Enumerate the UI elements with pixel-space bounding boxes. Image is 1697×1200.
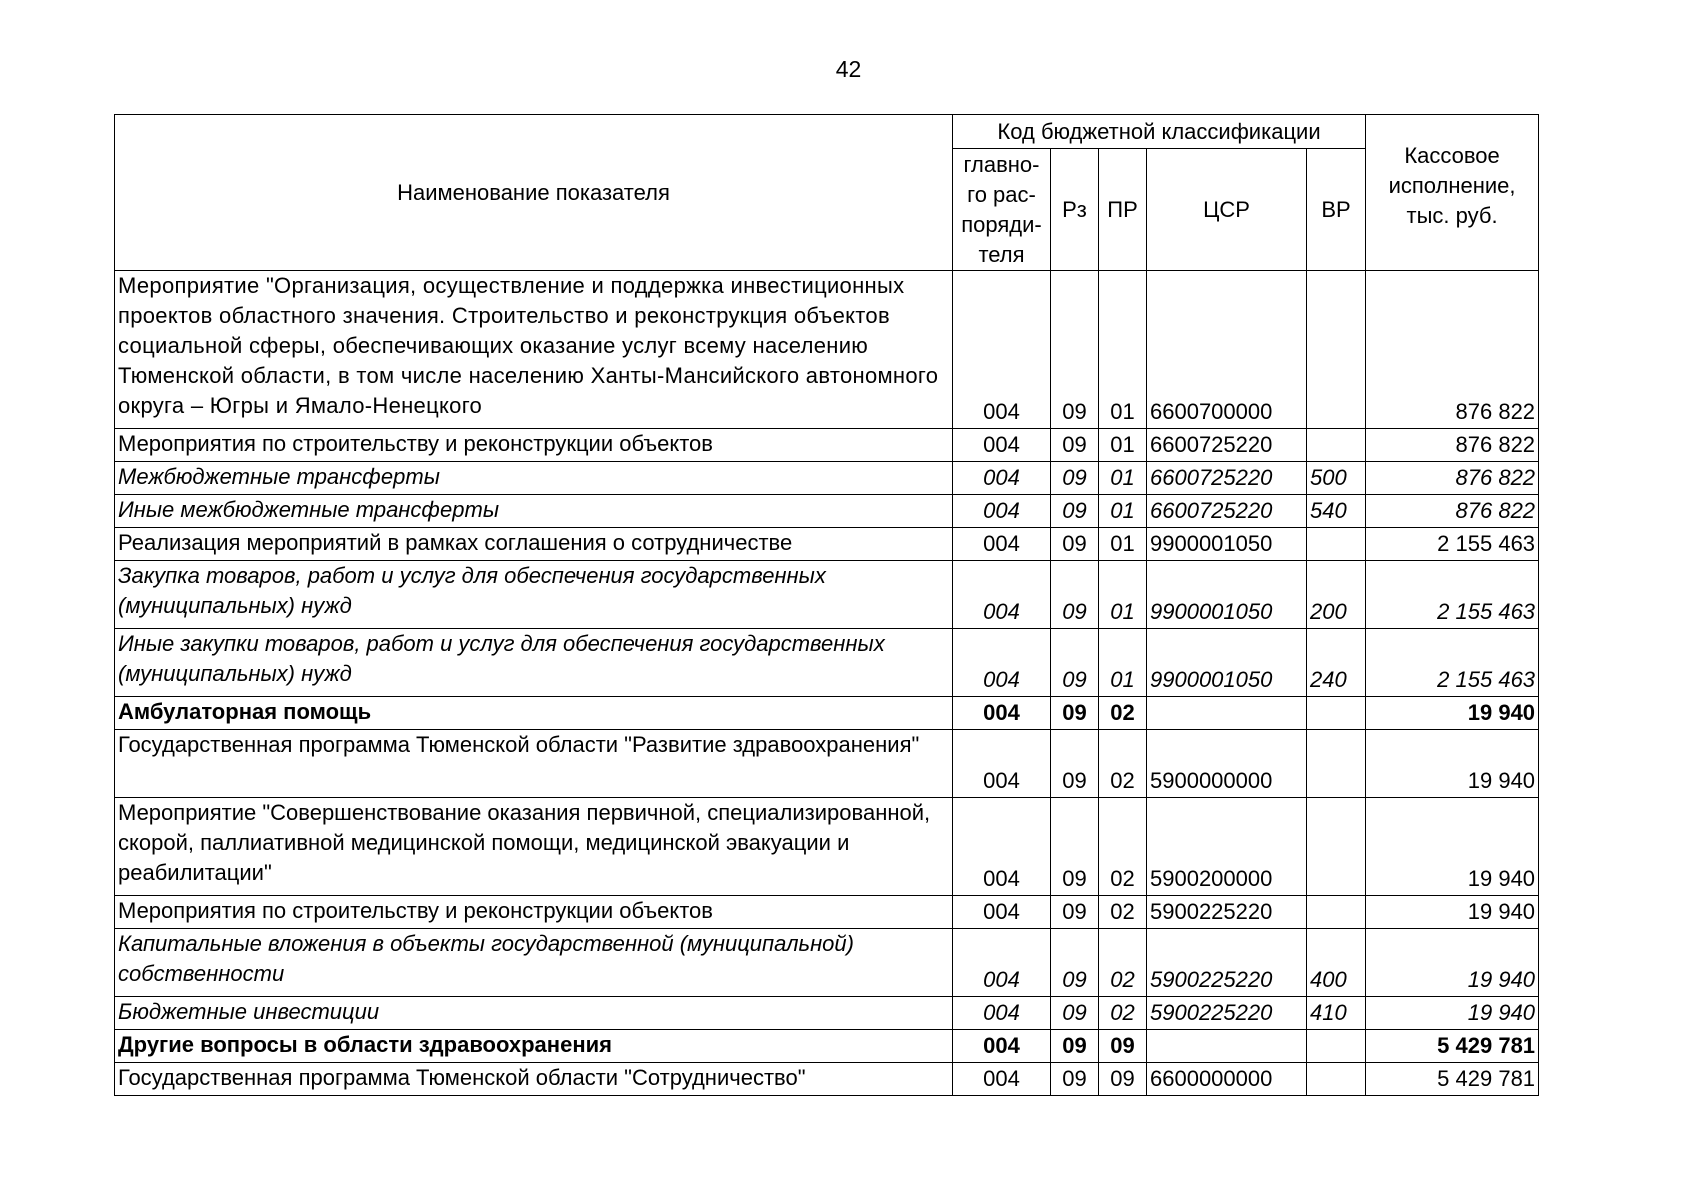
row-amount-cell: 19 940 xyxy=(1366,697,1539,730)
row-vr-cell xyxy=(1307,429,1366,462)
row-rz-cell: 09 xyxy=(1051,929,1099,997)
row-vr-cell: 200 xyxy=(1307,561,1366,629)
row-name-cell: Капитальные вложения в объекты государственной (муниципальной) собственности xyxy=(115,929,953,997)
row-manager-code-cell: 004 xyxy=(953,1030,1051,1063)
row-rz-cell: 09 xyxy=(1051,997,1099,1030)
row-rz-cell: 09 xyxy=(1051,629,1099,697)
row-manager-code-cell: 004 xyxy=(953,271,1051,429)
row-pr-cell: 02 xyxy=(1099,896,1147,929)
row-pr-cell: 02 xyxy=(1099,997,1147,1030)
row-manager-code-cell: 004 xyxy=(953,495,1051,528)
row-rz-cell: 09 xyxy=(1051,697,1099,730)
row-rz-cell: 09 xyxy=(1051,528,1099,561)
page-number: 42 xyxy=(835,56,862,82)
table-body xyxy=(115,271,1539,1096)
row-manager-code-cell: 004 xyxy=(953,929,1051,997)
row-csr-cell: 6600700000 xyxy=(1147,271,1307,429)
row-amount-cell: 5 429 781 xyxy=(1366,1030,1539,1063)
row-rz-cell: 09 xyxy=(1051,561,1099,629)
table-row xyxy=(115,1030,1539,1063)
row-rz-cell: 09 xyxy=(1051,896,1099,929)
table-row xyxy=(115,697,1539,730)
row-rz-cell: 09 xyxy=(1051,429,1099,462)
row-vr-cell: 500 xyxy=(1307,462,1366,495)
row-csr-cell: 9900001050 xyxy=(1147,561,1307,629)
row-name-cell: Мероприятия по строительству и реконструкции объектов xyxy=(115,896,953,929)
row-amount-cell: 2 155 463 xyxy=(1366,561,1539,629)
row-amount-cell: 876 822 xyxy=(1366,429,1539,462)
row-amount-cell: 2 155 463 xyxy=(1366,629,1539,697)
row-rz-cell: 09 xyxy=(1051,798,1099,896)
row-name-cell: Мероприятия по строительству и реконструкции объектов xyxy=(115,429,953,462)
row-rz-cell: 09 xyxy=(1051,462,1099,495)
table-row xyxy=(115,798,1539,896)
table-row xyxy=(115,1063,1539,1096)
row-pr-cell: 01 xyxy=(1099,462,1147,495)
row-amount-cell: 19 940 xyxy=(1366,798,1539,896)
row-rz-cell: 09 xyxy=(1051,1030,1099,1063)
row-amount-cell: 876 822 xyxy=(1366,271,1539,429)
table-header xyxy=(115,115,1539,271)
row-name-cell: Другие вопросы в области здравоохранения xyxy=(115,1030,953,1063)
row-csr-cell xyxy=(1147,1030,1307,1063)
row-manager-code-cell: 004 xyxy=(953,697,1051,730)
table-row xyxy=(115,271,1539,429)
row-vr-cell xyxy=(1307,1063,1366,1096)
row-amount-cell: 876 822 xyxy=(1366,495,1539,528)
row-amount-cell: 19 940 xyxy=(1366,929,1539,997)
row-manager-code-cell: 004 xyxy=(953,1063,1051,1096)
table-row xyxy=(115,495,1539,528)
row-amount-cell: 19 940 xyxy=(1366,896,1539,929)
row-amount-cell: 19 940 xyxy=(1366,997,1539,1030)
table-row xyxy=(115,929,1539,997)
row-amount-cell: 2 155 463 xyxy=(1366,528,1539,561)
row-csr-cell: 5900200000 xyxy=(1147,798,1307,896)
table-row xyxy=(115,997,1539,1030)
row-vr-cell xyxy=(1307,896,1366,929)
header-vr: ВР xyxy=(1307,149,1366,271)
row-vr-cell: 410 xyxy=(1307,997,1366,1030)
row-rz-cell: 09 xyxy=(1051,271,1099,429)
row-csr-cell: 5900225220 xyxy=(1147,929,1307,997)
row-name-cell: Иные межбюджетные трансферты xyxy=(115,495,953,528)
row-pr-cell: 09 xyxy=(1099,1063,1147,1096)
row-pr-cell: 01 xyxy=(1099,271,1147,429)
row-name-cell: Закупка товаров, работ и услуг для обеспечения государственных (муниципальных) нужд xyxy=(115,561,953,629)
row-name-cell: Реализация мероприятий в рамках соглашения о сотрудничестве xyxy=(115,528,953,561)
row-pr-cell: 01 xyxy=(1099,429,1147,462)
row-csr-cell xyxy=(1147,697,1307,730)
row-manager-code-cell: 004 xyxy=(953,462,1051,495)
row-csr-cell: 5900000000 xyxy=(1147,730,1307,798)
row-vr-cell: 540 xyxy=(1307,495,1366,528)
row-csr-cell: 6600000000 xyxy=(1147,1063,1307,1096)
row-pr-cell: 02 xyxy=(1099,798,1147,896)
header-csr: ЦСР xyxy=(1147,149,1307,271)
row-amount-cell: 876 822 xyxy=(1366,462,1539,495)
row-amount-cell: 5 429 781 xyxy=(1366,1063,1539,1096)
row-pr-cell: 01 xyxy=(1099,629,1147,697)
row-manager-code-cell: 004 xyxy=(953,429,1051,462)
header-rz: Рз xyxy=(1051,149,1099,271)
row-pr-cell: 01 xyxy=(1099,528,1147,561)
row-manager-code-cell: 004 xyxy=(953,798,1051,896)
row-vr-cell xyxy=(1307,1030,1366,1063)
table-row xyxy=(115,561,1539,629)
row-name-cell: Амбулаторная помощь xyxy=(115,697,953,730)
table-row xyxy=(115,896,1539,929)
row-name-cell: Государственная программа Тюменской области "Сотрудничество" xyxy=(115,1063,953,1096)
row-vr-cell: 400 xyxy=(1307,929,1366,997)
header-amount: Кассовое исполнение, тыс. руб. xyxy=(1366,115,1539,271)
row-manager-code-cell: 004 xyxy=(953,629,1051,697)
row-pr-cell: 01 xyxy=(1099,495,1147,528)
row-pr-cell: 02 xyxy=(1099,697,1147,730)
row-pr-cell: 02 xyxy=(1099,929,1147,997)
row-manager-code-cell: 004 xyxy=(953,528,1051,561)
table-row xyxy=(115,730,1539,798)
row-manager-code-cell: 004 xyxy=(953,730,1051,798)
row-csr-cell: 9900001050 xyxy=(1147,528,1307,561)
row-rz-cell: 09 xyxy=(1051,1063,1099,1096)
table-row xyxy=(115,528,1539,561)
row-name-cell: Государственная программа Тюменской области "Развитие здравоохранения" xyxy=(115,730,953,798)
row-name-cell: Мероприятие "Организация, осуществление и поддержка инвестиционных проектов областного значения. Строительство и реконструкция объектов социальной сферы, обеспечивающих оказание услуг всему населению Тюменской области, в том числе населению Ханты-Мансийского автономного округа – Югры и Ямало-Ненецкого xyxy=(115,271,953,429)
row-amount-cell: 19 940 xyxy=(1366,730,1539,798)
row-csr-cell: 5900225220 xyxy=(1147,896,1307,929)
table-row xyxy=(115,429,1539,462)
row-manager-code-cell: 004 xyxy=(953,896,1051,929)
row-name-cell: Межбюджетные трансферты xyxy=(115,462,953,495)
row-vr-cell: 240 xyxy=(1307,629,1366,697)
row-vr-cell xyxy=(1307,697,1366,730)
row-vr-cell xyxy=(1307,528,1366,561)
row-vr-cell xyxy=(1307,271,1366,429)
header-code-group: Код бюджетной классификации xyxy=(953,115,1366,149)
row-manager-code-cell: 004 xyxy=(953,561,1051,629)
row-name-cell: Мероприятие "Совершенствование оказания первичной, специализированной, скорой, паллиативной медицинской помощи, медицинской эвакуации и реабилитации" xyxy=(115,798,953,896)
row-csr-cell: 9900001050 xyxy=(1147,629,1307,697)
row-vr-cell xyxy=(1307,730,1366,798)
row-vr-cell xyxy=(1307,798,1366,896)
header-pr: ПР xyxy=(1099,149,1147,271)
row-pr-cell: 01 xyxy=(1099,561,1147,629)
row-name-cell: Бюджетные инвестиции xyxy=(115,997,953,1030)
header-name: Наименование показателя xyxy=(115,115,953,271)
header-main-manager: главно-го рас-поряди-теля xyxy=(953,149,1051,271)
row-rz-cell: 09 xyxy=(1051,495,1099,528)
row-csr-cell: 6600725220 xyxy=(1147,462,1307,495)
budget-table xyxy=(114,114,1539,1096)
row-manager-code-cell: 004 xyxy=(953,997,1051,1030)
table-row xyxy=(115,462,1539,495)
table-row xyxy=(115,629,1539,697)
row-rz-cell: 09 xyxy=(1051,730,1099,798)
row-csr-cell: 5900225220 xyxy=(1147,997,1307,1030)
row-pr-cell: 02 xyxy=(1099,730,1147,798)
row-pr-cell: 09 xyxy=(1099,1030,1147,1063)
row-csr-cell: 6600725220 xyxy=(1147,429,1307,462)
row-name-cell: Иные закупки товаров, работ и услуг для обеспечения государственных (муниципальных) нужд xyxy=(115,629,953,697)
row-csr-cell: 6600725220 xyxy=(1147,495,1307,528)
